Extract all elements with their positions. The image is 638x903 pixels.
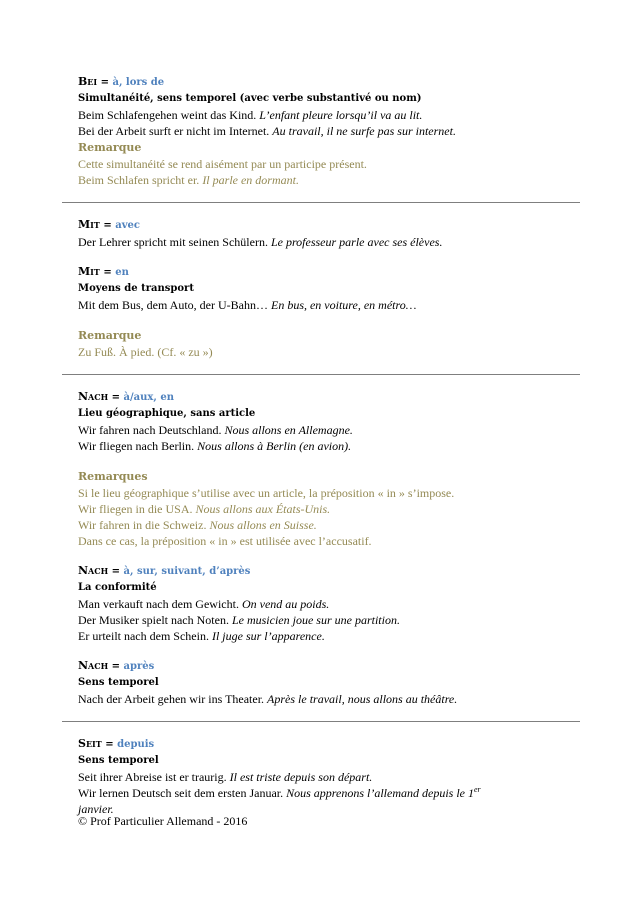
- keyword: Nach: [78, 390, 109, 403]
- german-text: Wir fliegen in die USA.: [78, 502, 196, 516]
- remark-line: [78, 517, 564, 533]
- french-text: On vend au poids.: [241, 597, 330, 611]
- example-line: [78, 234, 564, 250]
- translation: après: [123, 661, 155, 672]
- remark-title: Remarque: [78, 141, 142, 154]
- equals-sign: =: [108, 392, 124, 403]
- french-text: Après le travail, nous allons au théâtre.: [267, 692, 458, 706]
- equals-sign: =: [99, 220, 116, 231]
- remark-line: [78, 172, 564, 188]
- example-line: [78, 769, 564, 785]
- heading-mit: [78, 264, 564, 281]
- french-text: Nous apprenons l’allemand depuis le 1: [286, 786, 474, 800]
- keyword: Nach: [78, 659, 109, 672]
- german-text: Bei der Arbeit surft er nicht im Internet.: [78, 124, 273, 138]
- keyword: Nach: [78, 564, 109, 577]
- remark-title: Remarque: [78, 329, 142, 342]
- heading-nach: [78, 658, 564, 675]
- section-nach-apres: [78, 658, 564, 707]
- german-text: Wir fliegen nach Berlin.: [78, 439, 198, 453]
- section-divider: [62, 721, 580, 722]
- german-text: Wir lernen Deutsch seit dem ersten Januar.: [78, 786, 287, 800]
- section-mit-avec: [78, 217, 564, 250]
- equals-sign: =: [101, 739, 118, 750]
- superscript: er: [474, 785, 481, 794]
- section-mit-en: [78, 264, 564, 360]
- french-text: Nous allons à Berlin (en avion).: [197, 439, 352, 453]
- french-text: Nous allons en Suisse.: [209, 518, 317, 532]
- translation: avec: [115, 220, 140, 231]
- example-line: [78, 691, 564, 707]
- equals-sign: =: [97, 77, 113, 88]
- french-text: Au travail, il ne surfe pas sur internet.: [272, 124, 456, 138]
- remark-line: [78, 501, 564, 517]
- translation: à, sur, suivant, d’après: [123, 566, 251, 577]
- french-text: Nous allons aux États-Unis.: [195, 502, 331, 516]
- german-text: Beim Schlafengehen weint das Kind.: [78, 108, 260, 122]
- translation: à/aux, en: [123, 392, 174, 403]
- remark-line: Si le lieu géographique s’utilise avec un article, la préposition « in » s’impose.: [78, 486, 455, 500]
- example-line: [78, 596, 564, 612]
- section-seit: [78, 736, 564, 817]
- equals-sign: =: [108, 566, 124, 577]
- heading-bei: [78, 74, 564, 91]
- german-text: Nach der Arbeit gehen wir ins Theater.: [78, 692, 268, 706]
- german-text: Beim Schlafen spricht er.: [78, 173, 203, 187]
- example-line: [78, 297, 564, 313]
- heading-nach: [78, 563, 564, 580]
- german-text: Mit dem Bus, dem Auto, der U-Bahn…: [78, 298, 271, 312]
- remark-title: Remarques: [78, 470, 148, 483]
- document-body: [78, 74, 564, 817]
- german-text: Er urteilt nach dem Schein.: [78, 629, 212, 643]
- example-line: [78, 123, 564, 139]
- section-bei: [78, 74, 564, 188]
- section-nach-conformite: [78, 563, 564, 644]
- remark-line: Zu Fuß. À pied. (Cf. « zu »): [78, 345, 213, 359]
- french-text: L’enfant pleure lorsqu’il va au lit.: [259, 108, 423, 122]
- section-divider: [62, 374, 580, 375]
- french-text: Il juge sur l’apparence.: [211, 629, 325, 643]
- translation: à, lors de: [112, 77, 165, 88]
- german-text: Der Musiker spielt nach Noten.: [78, 613, 232, 627]
- subtitle: Lieu géographique, sans article: [78, 408, 256, 419]
- french-text: janvier.: [78, 802, 114, 816]
- example-line: [78, 422, 564, 438]
- french-text: En bus, en voiture, en métro…: [270, 298, 417, 312]
- german-text: Der Lehrer spricht mit seinen Schülern.: [78, 235, 271, 249]
- german-text: Man verkauft nach dem Gewicht.: [78, 597, 242, 611]
- french-text: Il est triste depuis son départ.: [229, 770, 373, 784]
- keyword: Bei: [78, 75, 98, 88]
- example-line: [78, 107, 564, 123]
- subtitle: La conformité: [78, 582, 157, 593]
- keyword: Mit: [78, 218, 100, 231]
- translation: en: [115, 267, 129, 278]
- section-nach-geo: [78, 389, 564, 549]
- heading-seit: [78, 736, 564, 753]
- french-text: Nous allons en Allemagne.: [224, 423, 353, 437]
- equals-sign: =: [108, 661, 124, 672]
- german-text: Wir fahren nach Deutschland.: [78, 423, 225, 437]
- subtitle: Simultanéité, sens temporel (avec verbe substantivé ou nom): [78, 93, 422, 104]
- subtitle: Sens temporel: [78, 677, 159, 688]
- keyword: Mit: [78, 265, 100, 278]
- keyword: Seit: [78, 737, 102, 750]
- translation: depuis: [117, 739, 155, 750]
- french-text: Le professeur parle avec ses élèves.: [270, 235, 443, 249]
- german-text: Seit ihrer Abreise ist er traurig.: [78, 770, 230, 784]
- remark-line: Cette simultanéité se rend aisément par un participe présent.: [78, 157, 367, 171]
- german-text: Wir fahren in die Schweiz.: [78, 518, 210, 532]
- remark-line: Dans ce cas, la préposition « in » est utilisée avec l’accusatif.: [78, 534, 372, 548]
- example-line: [78, 785, 564, 801]
- french-text: Le musicien joue sur une partition.: [231, 613, 400, 627]
- subtitle: Sens temporel: [78, 755, 159, 766]
- equals-sign: =: [99, 267, 116, 278]
- example-line: [78, 612, 564, 628]
- subtitle: Moyens de transport: [78, 283, 194, 294]
- french-text: Il parle en dormant.: [202, 173, 299, 187]
- heading-nach: [78, 389, 564, 406]
- example-line: [78, 628, 564, 644]
- section-divider: [62, 202, 580, 203]
- footer-copyright: © Prof Particulier Allemand - 2016: [78, 814, 248, 828]
- heading-mit: [78, 217, 564, 234]
- example-line: [78, 438, 564, 454]
